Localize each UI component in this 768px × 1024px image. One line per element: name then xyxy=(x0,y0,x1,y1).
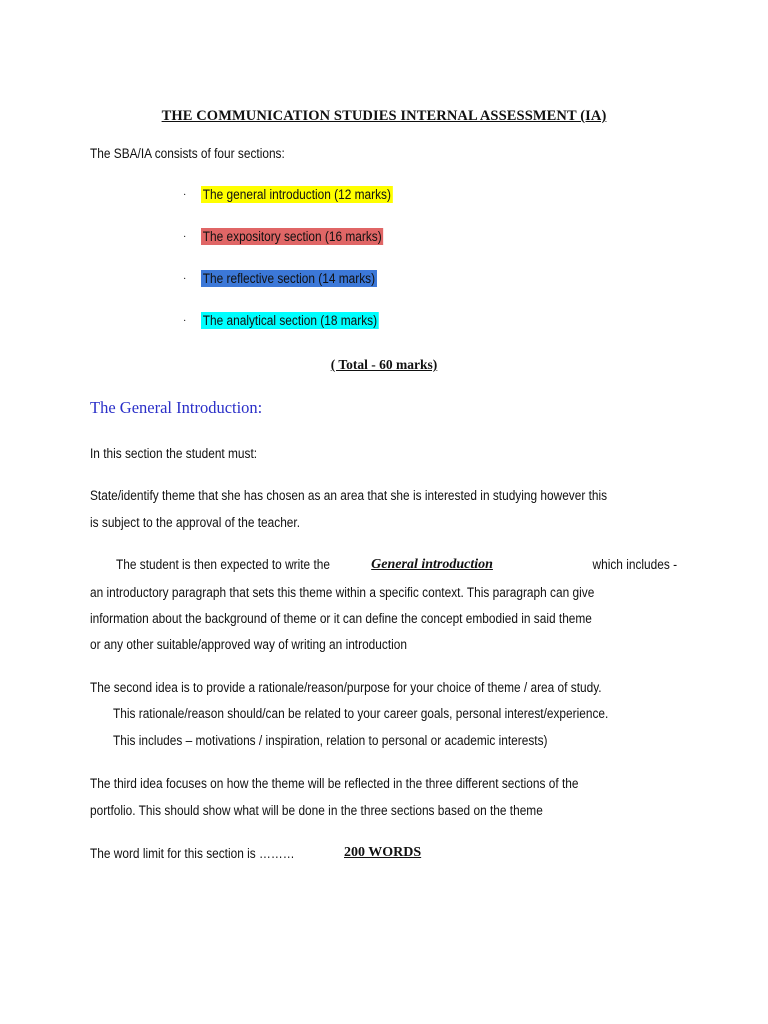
bullet-marker: · xyxy=(183,190,187,201)
paragraph-3-post: which includes - xyxy=(592,557,677,572)
paragraph-1: In this section the student must: xyxy=(90,446,258,461)
section-item-general: The general introduction (12 marks) xyxy=(202,187,391,202)
paragraph-3-line-1 xyxy=(116,557,677,573)
paragraph-5-line-1: The third idea focuses on how the theme will be reflected in the three different sections of the xyxy=(90,776,579,791)
paragraph-3-line-2: an introductory paragraph that sets this theme within a specific context. This paragraph can give xyxy=(90,585,595,600)
general-introduction-emphasis: General introduction xyxy=(371,557,493,572)
section-heading: The General Introduction: xyxy=(90,398,263,417)
bullet-marker: · xyxy=(183,316,187,327)
paragraph-4-line-2: This rationale/reason should/can be related to your career goals, personal interest/experience. xyxy=(113,706,609,721)
paragraph-3-pre: The student is then expected to write the xyxy=(116,557,330,572)
word-limit-text: The word limit for this section is ……… xyxy=(90,846,295,861)
paragraph-3-line-4: or any other suitable/approved way of writing an introduction xyxy=(90,637,407,652)
section-item-reflective: The reflective section (14 marks) xyxy=(202,271,376,286)
paragraph-2-line-2: is subject to the approval of the teacher. xyxy=(90,515,301,530)
word-limit-value: 200 WORDS xyxy=(344,845,422,860)
word-limit-line xyxy=(90,845,422,863)
section-item-analytical: The analytical section (18 marks) xyxy=(202,313,378,328)
paragraph-4-line-3: This includes – motivations / inspiration, relation to personal or academic interests) xyxy=(113,733,548,748)
bullet-marker: · xyxy=(183,232,187,243)
section-item-expository: The expository section (16 marks) xyxy=(202,229,382,244)
paragraph-5-line-2: portfolio. This should show what will be done in the three sections based on the theme xyxy=(90,803,543,818)
document-title: THE COMMUNICATION STUDIES INTERNAL ASSESSMENT (IA) xyxy=(161,108,607,124)
total-marks: ( Total - 60 marks) xyxy=(330,357,438,372)
paragraph-2-line-1: State/identify theme that she has chosen as an area that she is interested in studying however this xyxy=(90,488,608,503)
bullet-marker: · xyxy=(183,274,187,285)
paragraph-3-line-3: information about the background of theme or it can define the concept embodied in said theme xyxy=(90,611,592,626)
paragraph-4-line-1: The second idea is to provide a rationale/reason/purpose for your choice of theme / area of study. xyxy=(90,680,602,695)
intro-line: The SBA/IA consists of four sections: xyxy=(90,146,285,161)
